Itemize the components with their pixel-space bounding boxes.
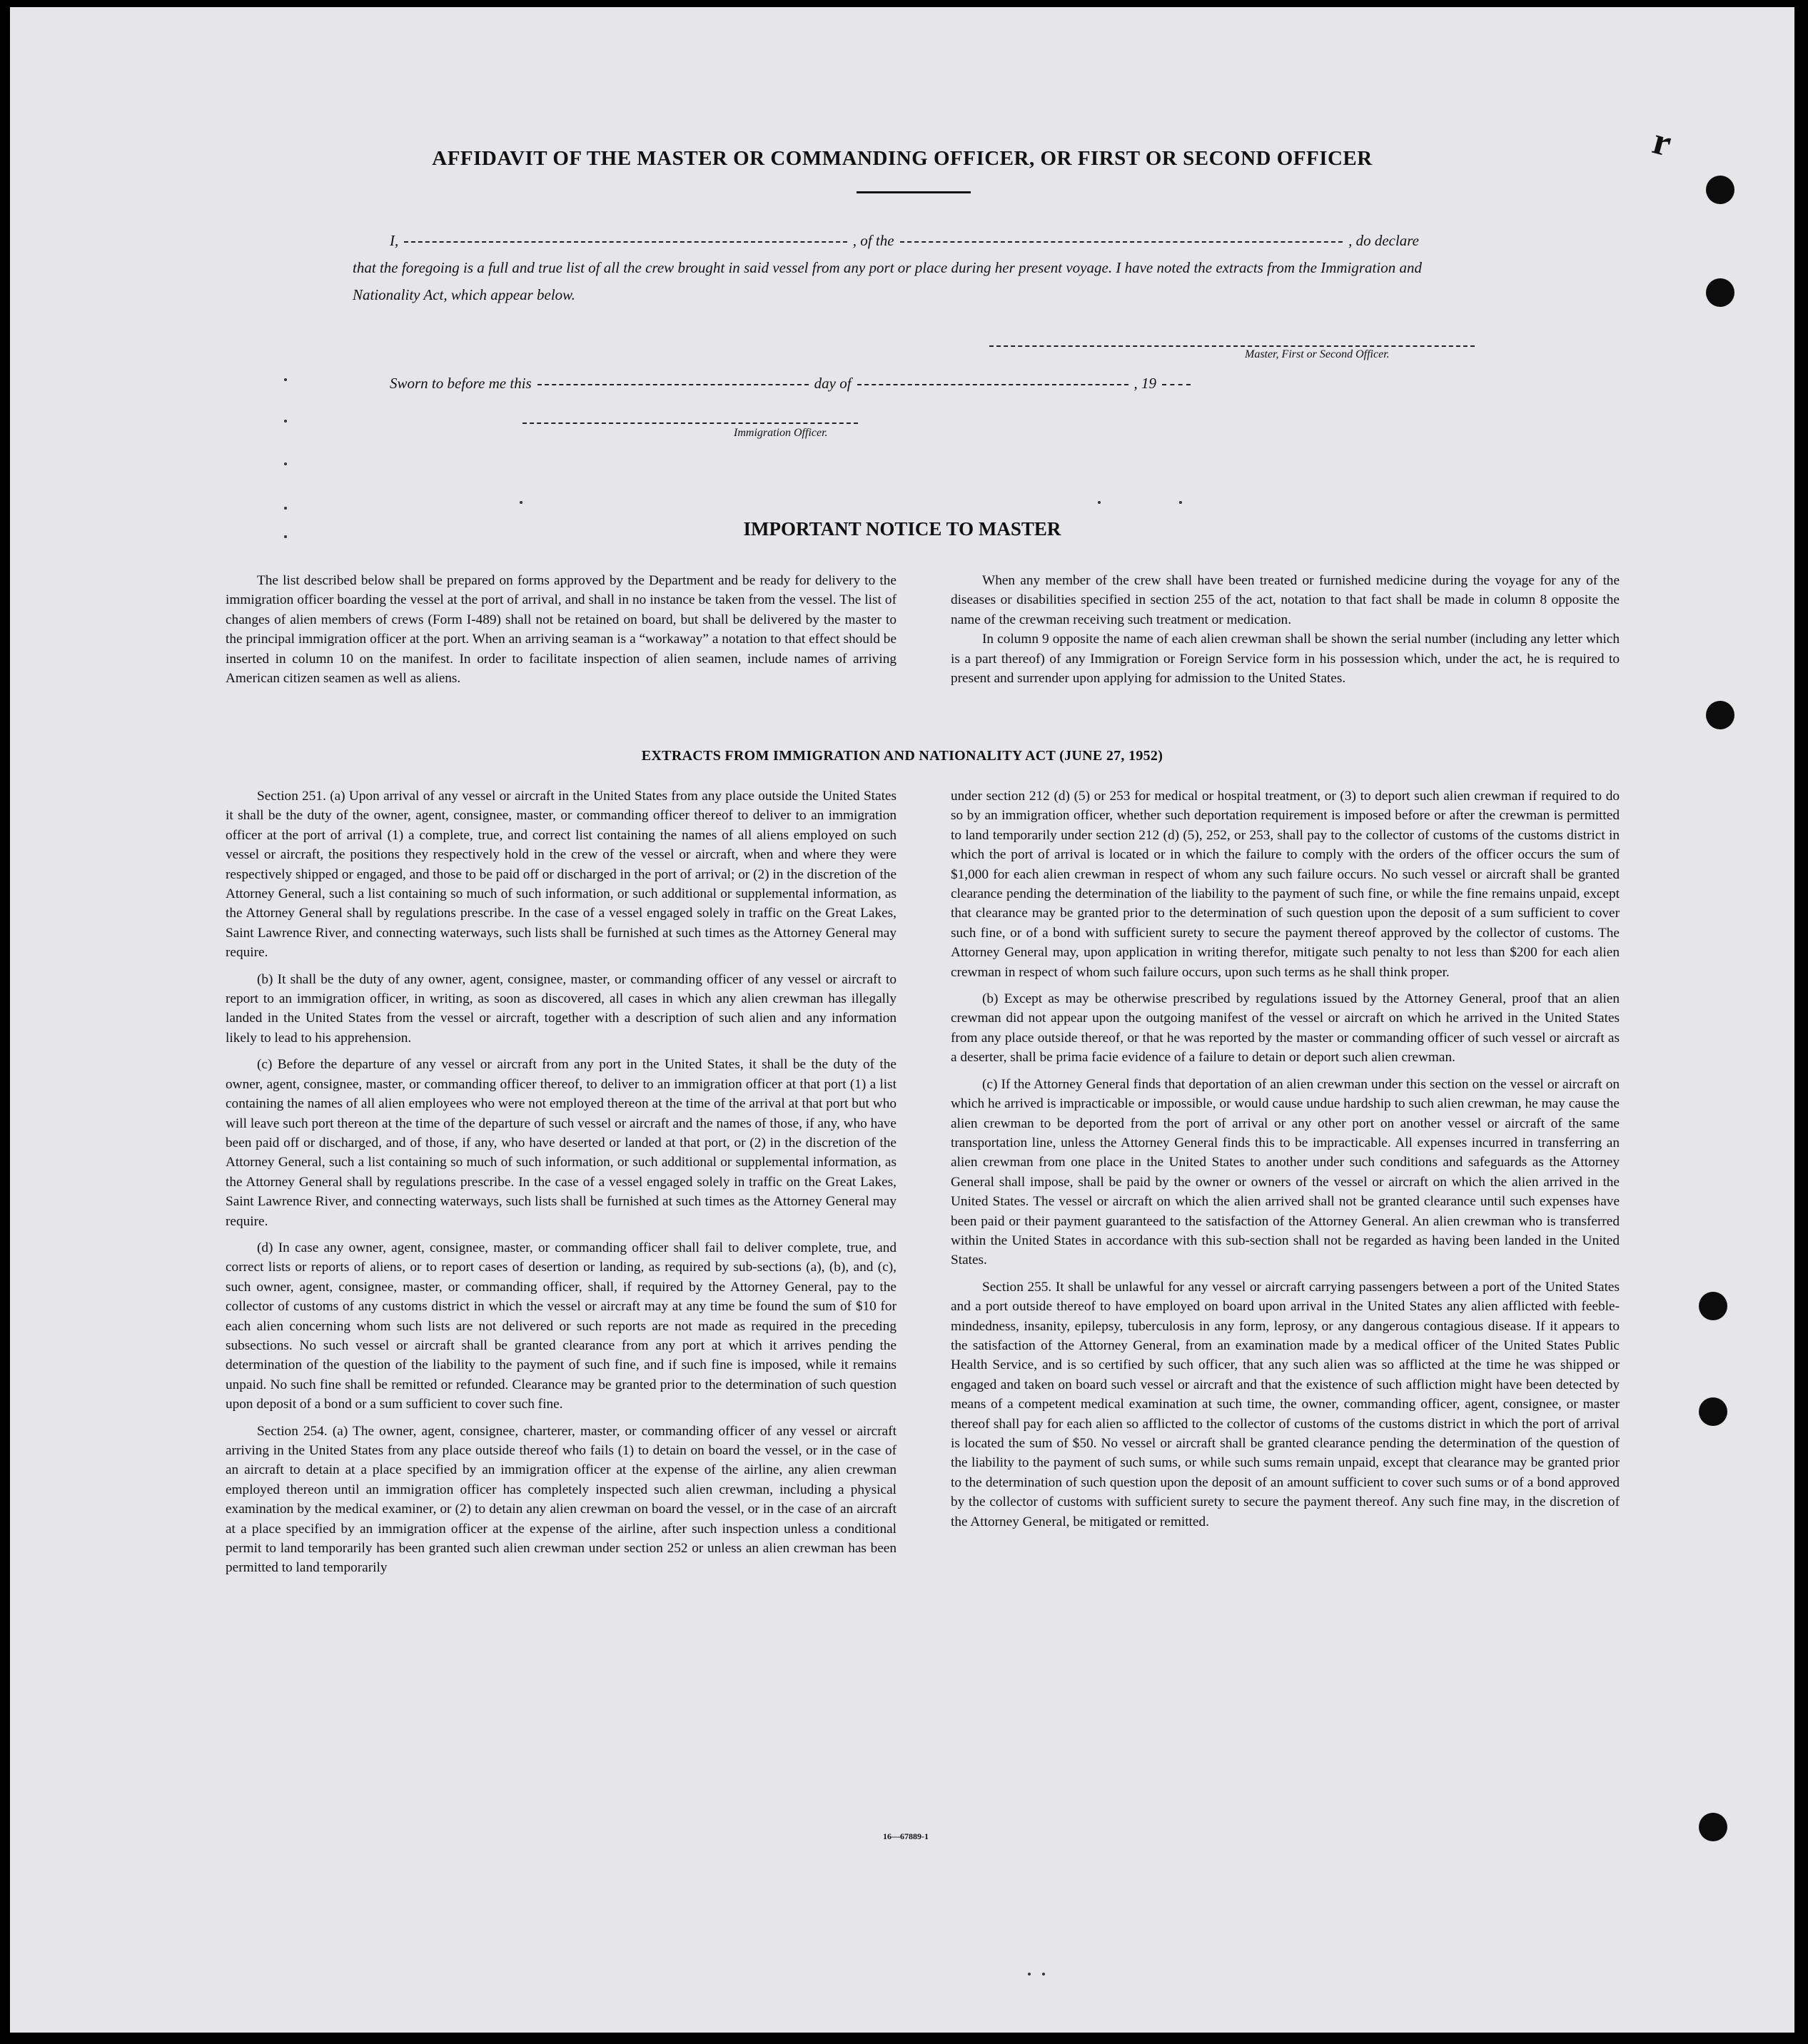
sworn-year-field[interactable]	[1162, 384, 1191, 385]
sworn-day-field[interactable]	[537, 384, 809, 385]
extracts-right-column	[951, 786, 1620, 1532]
binder-hole	[1699, 1292, 1727, 1320]
speck	[284, 420, 287, 423]
day-of-label: day of	[814, 375, 852, 392]
notice-left-paragraph: The list described below shall be prepared on forms approved by the Department and be ready for delivery to the immigration officer boarding the vessel at the port of arrival, and shall in no instance be taken from the vessel. The list of changes of alien members of crews (Form I-489) shall not be retained on board, but shall be delivered by the master to the principal immigration officer at the port. When an arriving seaman is a “workaway” a notation to that effect should be inserted in column 10 on the manifest. In order to facilitate inspection of alien seamen, include names of arriving American citizen seamen as well as aliens.	[226, 573, 897, 687]
section-255: Section 255. It shall be unlawful for any vessel or aircraft carrying passengers between a port of the United States and a port outside thereof to have employed on board upon arrival in the United States any alien afflicted with feeble-mindedness, insanity, epilepsy, tuberculosis in any form, leprosy, or any dangerous contagious disease. If it appears to the satisfaction of the Attorney General, from an examination made by a medical officer of the United States Public Health Service, and is so certified by such officer, that any such alien was so afflicted at the time he was shipped or engaged and taken on board such vessel or aircraft and that the existence of such affliction might have been detected by means of a competent medical examination at such time, the owner, commanding officer, agent, consignee, or master thereof shall pay for each alien so afflicted to the collector of customs of the customs district in which the port of arrival is located the sum of $50. No vessel or aircraft shall be granted clearance pending the determination of the question of the liability to the payment of such sums, or while such sums remain unpaid, except that clearance may be granted prior to the determination of such question upon the deposit of an amount sufficient to cover such sums or of a bond approved by the collector of customs with sufficient surety to secure the payment thereof. Any such fine may, in the discretion of the Attorney General, be mitigated or remitted.	[951, 1279, 1620, 1529]
extracts-title: EXTRACTS FROM IMMIGRATION AND NATIONALITY ACT (JUNE 27, 1952)	[641, 748, 1163, 764]
master-signature-line[interactable]	[989, 345, 1475, 347]
affidavit-text: that the foregoing is a full and true list of all the crew brought in said vessel from any port or place during her present voyage. I have noted the extracts from the Immigration and Nationality Act, which appear below.	[353, 259, 1422, 303]
vessel-field[interactable]	[900, 241, 1343, 243]
year-label: , 19	[1133, 375, 1156, 392]
notice-right-column	[951, 571, 1620, 688]
binder-hole	[1706, 278, 1734, 307]
section-254-b: (b) Except as may be otherwise prescribed by regulations issued by the Attorney General, proof that an alien crewman did not appear upon the outgoing manifest of the vessel or aircraft on which he arrived in the United States from any place outside thereof, or that he was reported by the master or commanding officer of such vessel or aircraft as a deserter, shall be prima facie evidence of a failure to detain or deport such alien crewman.	[951, 991, 1620, 1066]
speck	[1028, 1973, 1031, 1975]
binder-hole	[1699, 1397, 1727, 1426]
section-254-a-continued: under section 212 (d) (5) or 253 for medical or hospital treatment, or (3) to deport such alien crewman if required to do so by an immigration officer, whether such deportation requirement is imposed before or after the crewman is permitted to land temporarily under section 212 (d) (5), 252, or 253, shall pay to the collector of customs of the customs district in which the port of arrival is located or in which the failure to comply with the orders of the officer occurs the sum of $1,000 for each alien crewman in respect of whom any such failure occurs. No such vessel or aircraft shall be granted clearance pending the determination of the liability to the payment of such fine, or while the fine remains unpaid, except that clearance may be granted prior to the determination of such question upon the deposit of a sum sufficient to cover such fine, or of a bond with sufficient surety to secure the payment thereof approved by the collector of customs. The Attorney General may, upon application in writing therefor, mitigate such penalty to not less than $200 for each alien crewman in respect of whom such failure occurs, upon such terms as he shall think proper.	[951, 789, 1620, 980]
binder-hole	[1706, 701, 1734, 729]
officer-caption: Immigration Officer.	[734, 427, 828, 439]
of-the-label: , of the	[852, 232, 894, 249]
officer-signature-line[interactable]	[522, 423, 858, 424]
speck	[520, 501, 522, 504]
sworn-line	[390, 370, 1196, 397]
name-field[interactable]	[404, 241, 847, 243]
notice-left-column	[226, 571, 897, 688]
binder-hole	[1699, 1813, 1727, 1841]
section-251-b: (b) It shall be the duty of any owner, agent, consignee, master, or commanding officer of any vessel or aircraft to report to an immigration officer, in writing, as soon as discovered, all cases in which any alien crewman has illegally landed in the United States from the vessel or aircraft, together with a description of such alien and any information likely to lead to his apprehension.	[226, 971, 897, 1046]
section-251-a: Section 251. (a) Upon arrival of any vessel or aircraft in the United States from any place outside the United States it shall be the duty of the owner, agent, consignee, master, or commanding officer thereof to deliver to an immigration officer at the port of arrival (1) a complete, true, and correct list containing the names of all aliens employed on such vessel or aircraft, the positions they respectively hold in the crew of the vessel or aircraft, when and where they were respectively shipped or engaged, and those to be paid off or discharged in the port of arrival; or (2) in the discretion of the Attorney General, such a list containing so much of such information, or such additional or supplemental information, as the Attorney General shall by regulations prescribe. In the case of a vessel engaged solely in traffic on the Great Lakes, Saint Lawrence River, and connecting waterways, such lists shall be furnished at such times as the Attorney General may require.	[226, 789, 897, 961]
declarant-line	[390, 227, 1419, 254]
do-declare-label: , do declare	[1348, 232, 1420, 249]
speck	[1179, 501, 1182, 504]
speck	[1042, 1973, 1045, 1975]
section-251-c: (c) Before the departure of any vessel or aircraft from any port in the United States, it shall be the duty of the owner, agent, consignee, master, or commanding officer thereof, to deliver to an immigration officer at that port (1) a list containing the names of all alien employees who were not employed thereon at the time of the arrival at that port but who will leave such port thereon at the time of the departure of such vessel or aircraft and the names of those, if any, who have been paid off or discharged, and of those, if any, who have deserted or landed at that port, or (2) in the discretion of the Attorney General, such a list containing so much of such information, or such additional or supplemental information, as the Attorney General shall by regulations prescribe. In the case of a vessel engaged solely in traffic on the Great Lakes, Saint Lawrence River, and connecting waterways, such lists shall be furnished at such times as the Attorney General may require.	[226, 1057, 897, 1229]
affidavit-title: AFFIDAVIT OF THE MASTER OR COMMANDING OFFICER, OR FIRST OR SECOND OFFICER	[432, 147, 1373, 170]
notice-title: IMPORTANT NOTICE TO MASTER	[743, 518, 1061, 540]
speck	[284, 378, 287, 381]
notice-right-paragraph-2: In column 9 opposite the name of each alien crewman shall be shown the serial number (including any letter which is a part thereof) of any Immigration or Foreign Service form in his possession which, under the act, he is required to present and surrender upon applying for admission to the United States.	[951, 632, 1620, 687]
master-caption: Master, First or Second Officer.	[1245, 348, 1390, 360]
pen-mark: ʳ	[1642, 114, 1677, 188]
pronoun-label: I,	[390, 232, 399, 249]
sworn-label: Sworn to before me this	[390, 375, 532, 392]
sworn-month-field[interactable]	[857, 384, 1128, 385]
speck	[284, 507, 287, 510]
section-254-a: Section 254. (a) The owner, agent, consignee, charterer, master, or commanding officer of any vessel or aircraft arriving in the United States from any place outside thereof who fails (1) to detain on board the vessel, or in the case of an aircraft to detain at a place specified by an immigration officer at the expense of the airline, any alien crewman employed thereon until an immigration officer has completely inspected such alien crewman, including a physical examination by the medical examiner, or (2) to detain any alien crewman on board the vessel, or in the case of an aircraft at a place specified by an immigration officer at the expense of the airline, after such inspection unless a conditional permit to land temporarily has been granted such alien crewman under section 252 or unless an alien crewman has been permitted to land temporarily	[226, 1423, 897, 1576]
form-code: 16—67889-1	[883, 1831, 929, 1841]
notice-right-paragraph-1: When any member of the crew shall have been treated or furnished medicine during the voyage for any of the diseases or disabilities specified in section 255 of the act, notation to that fact shall be made in column 8 opposite the name of the crewman receiving such treatment or medication.	[951, 573, 1620, 627]
title-rule	[857, 191, 971, 193]
speck	[284, 462, 287, 465]
section-251-d: (d) In case any owner, agent, consignee, master, or commanding officer shall fail to deliver complete, true, and correct lists or reports of aliens, or to report cases of desertion or landing, as required by sub-sections (a), (b), and (c), such owner, agent, consignee, master, or commanding officer, shall, if required by the Attorney General, pay to the collector of customs of any customs district in which the vessel or aircraft may at any time be found the sum of $10 for each alien concerning whom such lists are not delivered or such reports are not made as required in the preceding subsections. No such vessel or aircraft shall be granted clearance from any port at which it arrives pending the determination of the question of the liability to the payment of such fine, and if such fine is imposed, while it remains unpaid. No such fine shall be remitted or refunded. Clearance may be granted prior to the determination of such question upon deposit of a bond or a sum sufficient to cover such fine.	[226, 1240, 897, 1412]
extracts-left-column	[226, 786, 897, 1578]
document-page	[10, 7, 1794, 2033]
binder-hole	[1706, 176, 1734, 204]
section-254-c: (c) If the Attorney General finds that deportation of an alien crewman under this section on the vessel or aircraft on which he arrived is impracticable or impossible, or would cause undue hardship to such alien crewman, he may cause the alien crewman to be deported from the port of arrival or any other port on another vessel or aircraft of the same transportation line, unless the Attorney General finds this to be impracticable. All expenses incurred in transferring an alien crewman from one place in the United States to another under such conditions and safeguards as the Attorney General shall impose, shall be paid by the owner or owners of the vessel or aircraft on which the alien arrived in the United States. The vessel or aircraft on which the alien arrived shall not be granted clearance until such expenses have been paid or their payment guaranteed to the satisfaction of the Attorney General. An alien crewman who is transferred within the United States in accordance with this sub-section shall not be regarded as having been landed in the United States.	[951, 1076, 1620, 1268]
speck	[1098, 501, 1101, 504]
